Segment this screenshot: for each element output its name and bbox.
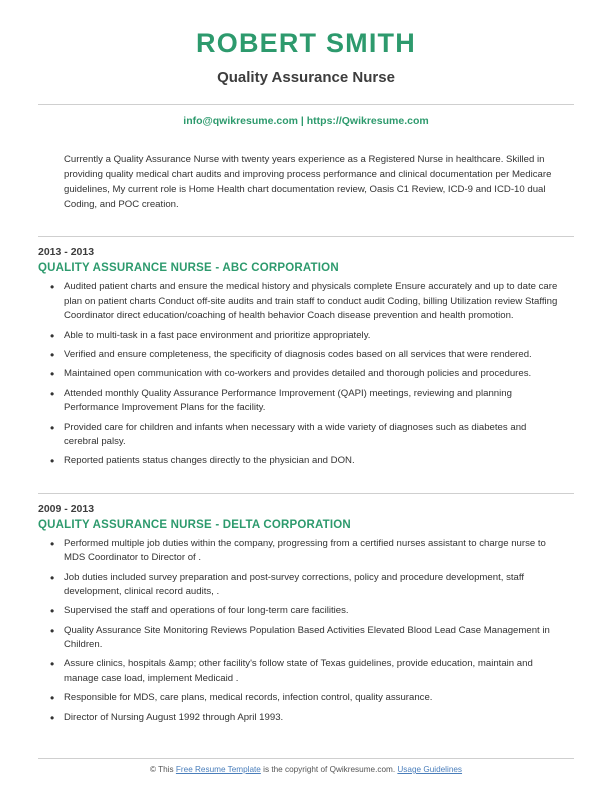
copyright-icon: © <box>149 765 157 774</box>
contact-email[interactable]: info@qwikresume.com <box>183 115 298 127</box>
list-item: • Attended monthly Quality Assurance Performance Improvement (QAPI) meetings, reviewing and planning Performance Improvement Plans for the facility. <box>38 387 560 416</box>
footer-copyright <box>38 765 574 774</box>
list-item: • Provided care for children and infants when necessary with a wide variety of diagnoses such as diabetes and cerebral palsy. <box>38 421 560 450</box>
experience-dates-2: 2009 - 2013 <box>38 502 95 515</box>
contact-line <box>38 115 574 127</box>
candidate-name: ROBERT SMITH <box>196 28 416 58</box>
experience-dates-1: 2013 - 2013 <box>38 246 95 259</box>
candidate-job-title: Quality Assurance Nurse <box>217 69 395 86</box>
list-item: • Verified and ensure completeness, the specificity of diagnosis codes based on all services that were rendered. <box>38 348 560 362</box>
contact-website[interactable]: https://Qwikresume.com <box>306 115 429 127</box>
experience-entry-1 <box>38 236 574 468</box>
professional-summary: Currently a Quality Assurance Nurse with twenty years experience as a Registered Nurse in healthcare. Skilled in providing quality medical chart audits and improving process performance and clinical documentation per Medicare guidelines, My current role is Home Health chart documentation review, Oasis C1 Review, ICD-9 and ICD-10 dual Coding, and POC creation. <box>64 154 552 210</box>
resume-header <box>38 28 574 127</box>
list-item: • Performed multiple job duties within the company, progressing from a certified nurses assistant to charge nurse to MDS Coordinator to Director of . <box>38 537 560 566</box>
usage-guidelines-link[interactable]: Usage Guidelines <box>397 765 463 774</box>
list-item: • Audited patient charts and ensure the medical history and physicals complete Ensure accurately and up to date care plan on patient charts Conduct off-site audits and train staff to conduct audit Coding, billing Utilization review Staffing Coordinator direct education/coaching of health behavior Coach disease prevention and health promotion. <box>38 280 560 323</box>
list-item: • Quality Assurance Site Monitoring Reviews Population Based Activities Elevated Blood Lead Case Management in Children. <box>38 624 560 653</box>
contact-separator: | <box>300 115 304 127</box>
list-item: • Supervised the staff and operations of four long-term care facilities. <box>38 604 560 618</box>
header-divider <box>38 104 574 105</box>
footer-middle: is the copyright of Qwikresume.com. <box>263 765 396 774</box>
list-item: • Assure clinics, hospitals &amp; other facility's follow state of Texas guidelines, provide education, maintain and manage case load, implement Medicaid . <box>38 657 560 686</box>
list-item: • Reported patients status changes directly to the physician and DON. <box>38 454 560 468</box>
section-divider-2 <box>38 493 574 494</box>
list-item: • Maintained open communication with co-workers and provides detailed and thorough policies and procedures. <box>38 367 560 381</box>
experience-title-2: QUALITY ASSURANCE NURSE - DELTA CORPORATION <box>38 518 351 531</box>
experience-bullets-2 <box>38 537 574 725</box>
list-item: • Responsible for MDS, care plans, medical records, infection control, quality assurance. <box>38 691 560 705</box>
list-item: • Able to multi-task in a fast pace environment and prioritize appropriately. <box>38 329 560 343</box>
footer-prefix: This <box>158 765 174 774</box>
free-resume-template-link[interactable]: Free Resume Template <box>175 765 261 774</box>
page-footer <box>38 758 574 774</box>
experience-title-1: QUALITY ASSURANCE NURSE - ABC CORPORATION <box>38 262 339 275</box>
resume-content <box>38 28 574 730</box>
experience-bullets-1 <box>38 280 574 468</box>
list-item: • Director of Nursing August 1992 through April 1993. <box>38 711 560 725</box>
experience-entry-2 <box>38 493 574 725</box>
section-divider-1 <box>38 236 574 237</box>
list-item: • Job duties included survey preparation and post-survey corrections, policy and procedure development, staff development, clinical record audits, . <box>38 571 560 600</box>
footer-divider <box>38 758 574 759</box>
